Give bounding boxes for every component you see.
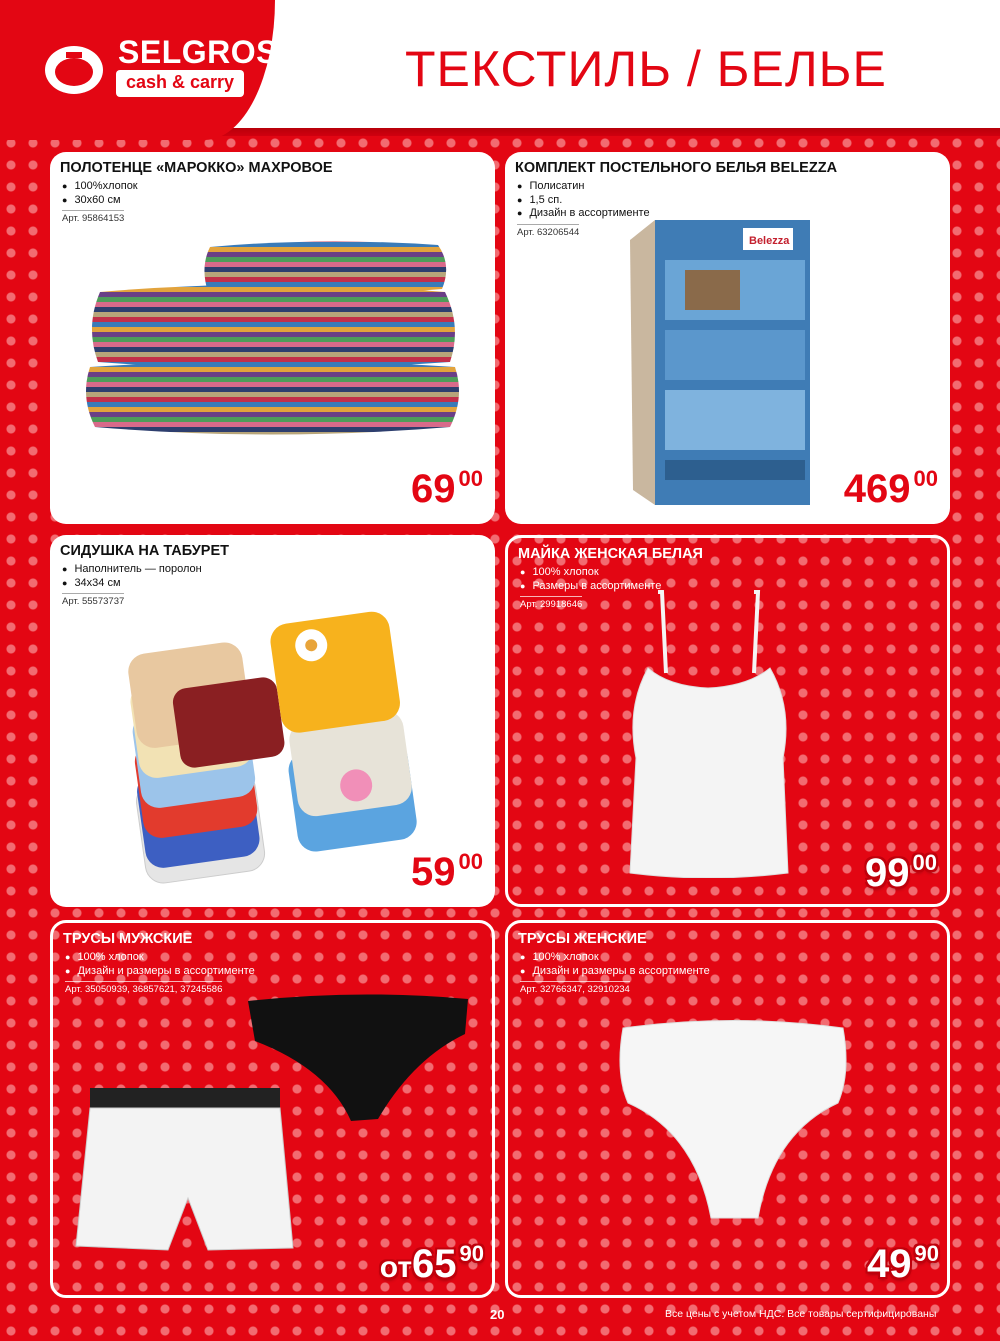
price-tag: [380, 1241, 484, 1287]
article-number: Арт. 63206544: [517, 224, 579, 238]
price-main: 65: [412, 1242, 457, 1286]
article-number: Арт. 55573737: [62, 593, 124, 607]
product-specs: [62, 180, 138, 226]
spec-item: ● Полисатин: [517, 180, 650, 194]
product-specs: [65, 951, 255, 997]
article-number: Арт. 29918646: [520, 596, 582, 610]
price-cents: 90: [914, 1241, 939, 1266]
towel-stack-image: [70, 237, 490, 457]
product-card-tank-top[interactable]: [505, 535, 950, 907]
price-cents: 00: [912, 850, 937, 875]
spec-item: ● 100%хлопок: [62, 180, 138, 194]
cushions-image: [120, 607, 420, 887]
price-cents: 00: [913, 466, 938, 491]
brand-tagline: cash & carry: [116, 70, 244, 97]
product-name: МАЙКА ЖЕНСКАЯ БЕЛАЯ: [518, 546, 703, 562]
product-specs: [520, 951, 710, 997]
article-number: Арт. 95864153: [62, 210, 124, 224]
price-main: 99: [865, 851, 910, 895]
price-main: 69: [411, 467, 456, 511]
article-number: Арт. 32766347, 32910234: [520, 981, 630, 995]
spec-item: ● Дизайн и размеры в ассортименте: [520, 965, 710, 979]
spec-item: ● 100% хлопок: [520, 566, 661, 580]
price-main: 49: [867, 1242, 912, 1286]
price-tag: [867, 1241, 939, 1287]
product-card-bedding[interactable]: [505, 152, 950, 524]
bedding-package-image: [625, 220, 815, 510]
footer-disclaimer: Все цены с учетом НДС. Все товары сертифицированы: [665, 1308, 937, 1320]
price-main: 59: [411, 850, 456, 894]
product-card-mens-underwear[interactable]: [50, 920, 495, 1298]
spec-item: ● 1,5 сп.: [517, 194, 650, 208]
price-cents: 00: [458, 466, 483, 491]
product-name: ПОЛОТЕНЦЕ «МАРОККО» МАХРОВОЕ: [60, 160, 333, 176]
spec-item: ● 100% хлопок: [520, 951, 710, 965]
package-brand: Belezza: [749, 235, 790, 247]
price-tag: [844, 466, 938, 512]
brand-name: SELGROS: [118, 34, 278, 70]
spec-item: ● 34х34 см: [62, 577, 202, 591]
spec-item: ● Дизайн и размеры в ассортименте: [65, 965, 255, 979]
spec-item: ● Наполнитель — поролон: [62, 563, 202, 577]
price-cents: 00: [458, 849, 483, 874]
selgros-logo-icon: [42, 38, 106, 98]
spec-item: ● Дизайн в ассортименте: [517, 207, 650, 221]
product-name: КОМПЛЕКТ ПОСТЕЛЬНОГО БЕЛЬЯ BELEZZA: [515, 160, 838, 176]
price-tag: [411, 849, 483, 895]
price-prefix: от: [379, 1251, 413, 1284]
product-name: ТРУСЫ ЖЕНСКИЕ: [518, 931, 647, 947]
price-cents: 90: [459, 1241, 484, 1266]
product-specs: [62, 563, 202, 609]
page-title: ТЕКСТИЛЬ / БЕЛЬЕ: [405, 41, 887, 97]
price-tag: [865, 850, 937, 896]
logo-area: [0, 0, 278, 140]
spec-item: ● 100% хлопок: [65, 951, 255, 965]
product-card-womens-underwear[interactable]: [505, 920, 950, 1298]
product-name: ТРУСЫ МУЖСКИЕ: [63, 931, 193, 947]
price-main: 469: [843, 467, 911, 511]
womens-briefs-image: [613, 1013, 853, 1223]
spec-item: ● Размеры в ассортименте: [520, 580, 661, 594]
product-name: СИДУШКА НА ТАБУРЕТ: [60, 543, 230, 559]
article-number: Арт. 35050939, 36857621, 37245586: [65, 981, 222, 995]
spec-item: ● 30х60 см: [62, 194, 138, 208]
product-card-seat-cushion[interactable]: [50, 535, 495, 907]
white-boxers-image: [68, 1088, 308, 1258]
page-number: 20: [490, 1307, 505, 1322]
product-card-towel[interactable]: [50, 152, 495, 524]
tank-top-image: [608, 588, 808, 878]
price-tag: [411, 466, 483, 512]
